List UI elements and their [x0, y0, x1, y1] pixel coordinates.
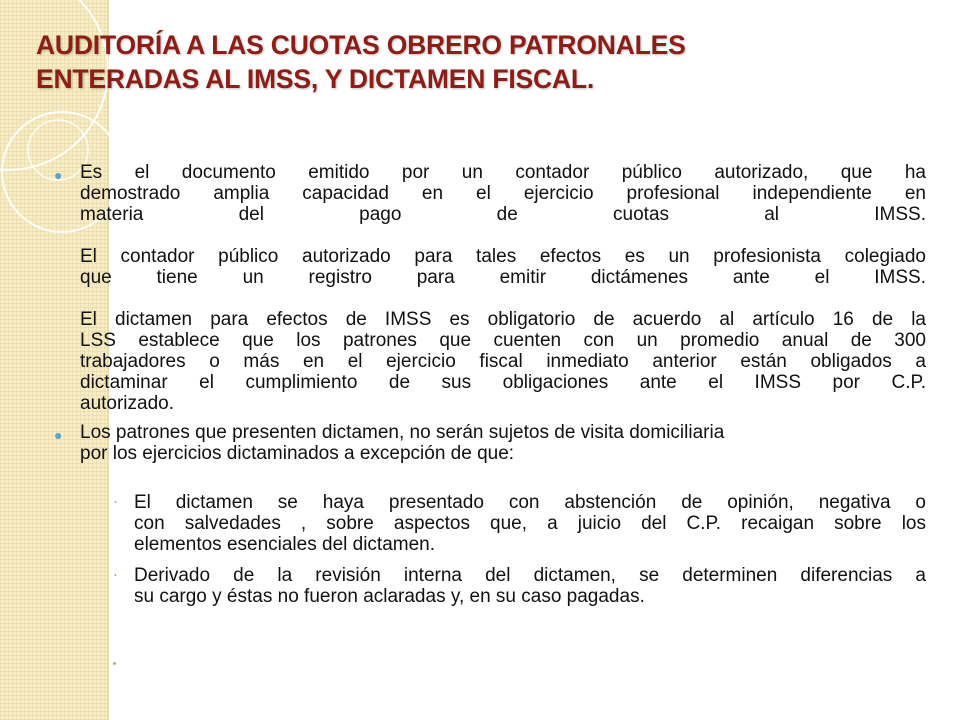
text-line: por los ejercicios dictaminados a excepción de que:	[80, 443, 515, 464]
text-line: El dictamen para efectos de IMSS es obligatorio de acuerdo al artículo 16 de la	[80, 309, 926, 330]
bullet-dot-icon: ●	[54, 427, 63, 443]
text-line: elementos esenciales del dictamen.	[134, 534, 436, 555]
main-content	[54, 162, 926, 617]
title-line-2: ENTERADAS AL IMSS, Y DICTAMEN FISCAL.	[36, 64, 594, 94]
text-line: LSS establece que los patrones que cuenten con un promedio anual de 300	[80, 330, 926, 351]
sub-bullet-list	[113, 492, 926, 607]
page-title	[36, 28, 936, 96]
text-line: El contador público autorizado para tales efectos es un profesionista colegiado	[80, 246, 926, 267]
bullet-item	[54, 162, 926, 414]
text-line: demostrado amplia capacidad en el ejercicio profesional independiente en	[80, 183, 926, 204]
text-line: trabajadores o más en el ejercicio fiscal inmediato anterior están obligados a	[80, 351, 926, 372]
text-line: autorizado.	[80, 393, 175, 414]
text-line: su cargo y éstas no fueron aclaradas y, en su caso pagadas.	[134, 586, 645, 607]
decorative-dot	[113, 662, 116, 665]
sub-bullet-dot-icon: ·	[113, 566, 118, 583]
bullet-item	[54, 422, 926, 464]
text-line: con salvedades , sobre aspectos que, a juicio del C.P. recaigan sobre los	[134, 513, 926, 534]
text-line: dictaminar el cumplimiento de sus obligaciones ante el IMSS por C.P.	[80, 372, 926, 393]
sub-bullet-dot-icon: ·	[113, 493, 118, 510]
text-line: El dictamen se haya presentado con abstención de opinión, negativa o	[134, 492, 926, 513]
bullet-dot-icon: ●	[54, 167, 63, 183]
sub-bullet-item	[113, 492, 926, 555]
text-line: Derivado de la revisión interna del dictamen, se determinen diferencias a	[134, 565, 926, 586]
text-line: Es el documento emitido por un contador público autorizado, que ha	[80, 162, 926, 183]
sub-bullet-item	[113, 565, 926, 607]
title-line-1: AUDITORÍA A LAS CUOTAS OBRERO PATRONALES	[36, 30, 686, 60]
text-line: Los patrones que presenten dictamen, no serán sujetos de visita domiciliaria	[80, 422, 725, 443]
text-line: que tiene un registro para emitir dictámenes ante el IMSS.	[80, 267, 926, 288]
text-line: materia del pago de cuotas al IMSS.	[80, 204, 926, 225]
